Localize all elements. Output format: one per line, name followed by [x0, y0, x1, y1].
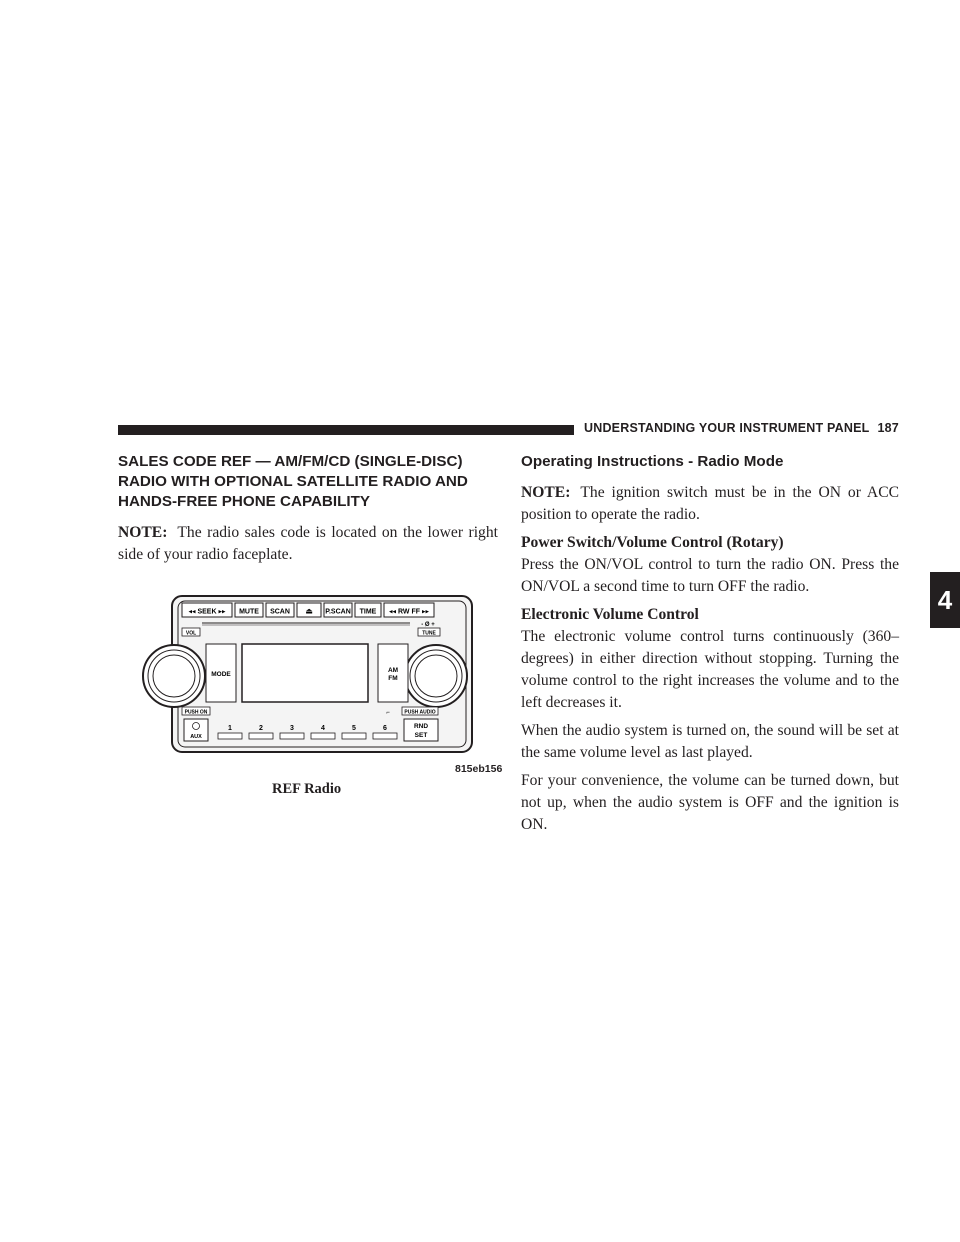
- right-column: [521, 452, 899, 836]
- push-audio-label: PUSH AUDIO: [404, 709, 436, 716]
- rnd-label: RND: [413, 723, 429, 730]
- rw-ff-button: ◂◂ RW FF ▸▸: [389, 608, 429, 616]
- header-title: UNDERSTANDING YOUR INSTRUMENT PANEL: [584, 421, 870, 435]
- vol-label: VOL: [185, 630, 197, 637]
- top-button-row: [182, 603, 434, 617]
- fm-label: FM: [388, 675, 398, 682]
- time-button: TIME: [359, 608, 377, 616]
- preset-1: 1: [228, 725, 232, 732]
- preset-3: 3: [290, 725, 294, 732]
- phone-icon: ⌐: [386, 710, 390, 716]
- figure-caption: REF Radio: [272, 781, 342, 797]
- mode-button: MODE: [211, 671, 231, 678]
- preset-6: 6: [383, 725, 387, 732]
- preset-5: 5: [352, 725, 356, 732]
- tune-symbols: - Ø +: [421, 622, 435, 628]
- left-note: [118, 522, 498, 566]
- chapter-tab: 4: [930, 572, 960, 628]
- seek-button: ◂◂ SEEK ▸▸: [188, 608, 226, 616]
- left-column: [118, 452, 498, 566]
- evc-text: The electronic volume control turns continuously (360–degrees) in either direction without stopping. Turning the volume control to the right increases the volume and to the left decreases it.: [521, 628, 899, 711]
- note-label: NOTE:: [521, 484, 571, 501]
- note-text: The ignition switch must be in the ON or ACC position to operate the radio.: [521, 484, 899, 523]
- set-label: SET: [414, 732, 428, 739]
- tune-knob: [405, 645, 467, 707]
- running-header: [584, 421, 899, 435]
- aux-label: AUX: [190, 734, 202, 740]
- figure-code: 815eb156: [455, 763, 503, 775]
- paragraph-1: When the audio system is turned on, the sound will be set at the same volume level as last played.: [521, 722, 899, 761]
- pscan-button: P.SCAN: [325, 608, 351, 616]
- am-label: AM: [387, 667, 399, 674]
- mute-button: MUTE: [239, 608, 259, 616]
- note-label: NOTE:: [118, 524, 168, 541]
- preset-4: 4: [321, 725, 325, 732]
- right-heading: Operating Instructions - Radio Mode: [521, 453, 784, 470]
- radio-figure: [138, 592, 498, 778]
- note-text: The radio sales code is located on the lower right side of your radio faceplate.: [118, 524, 498, 563]
- power-text: Press the ON/VOL control to turn the radio ON. Press the ON/VOL a second time to turn OFF the radio.: [521, 556, 899, 595]
- volume-knob: [143, 645, 205, 707]
- paragraph-2: For your convenience, the volume can be turned down, but not up, when the audio system is OFF and the ignition is ON.: [521, 772, 899, 833]
- power-heading: Power Switch/Volume Control (Rotary): [521, 534, 784, 551]
- push-on-label: PUSH ON: [184, 709, 208, 716]
- header-rule: [118, 425, 574, 435]
- page-number: 187: [877, 421, 899, 435]
- radio-illustration: [138, 592, 498, 778]
- radio-display: [242, 644, 368, 702]
- tune-label: TUNE: [422, 630, 436, 637]
- evc-heading: Electronic Volume Control: [521, 606, 699, 623]
- scan-button: SCAN: [270, 608, 290, 616]
- right-note: [521, 482, 899, 526]
- eject-icon: ⏏: [305, 606, 313, 616]
- section-heading: SALES CODE REF — AM/FM/CD (SINGLE-DISC) RADIO WITH OPTIONAL SATELLITE RADIO AND HANDS-FREE PHONE CAPABILITY: [118, 453, 468, 510]
- preset-2: 2: [259, 725, 263, 732]
